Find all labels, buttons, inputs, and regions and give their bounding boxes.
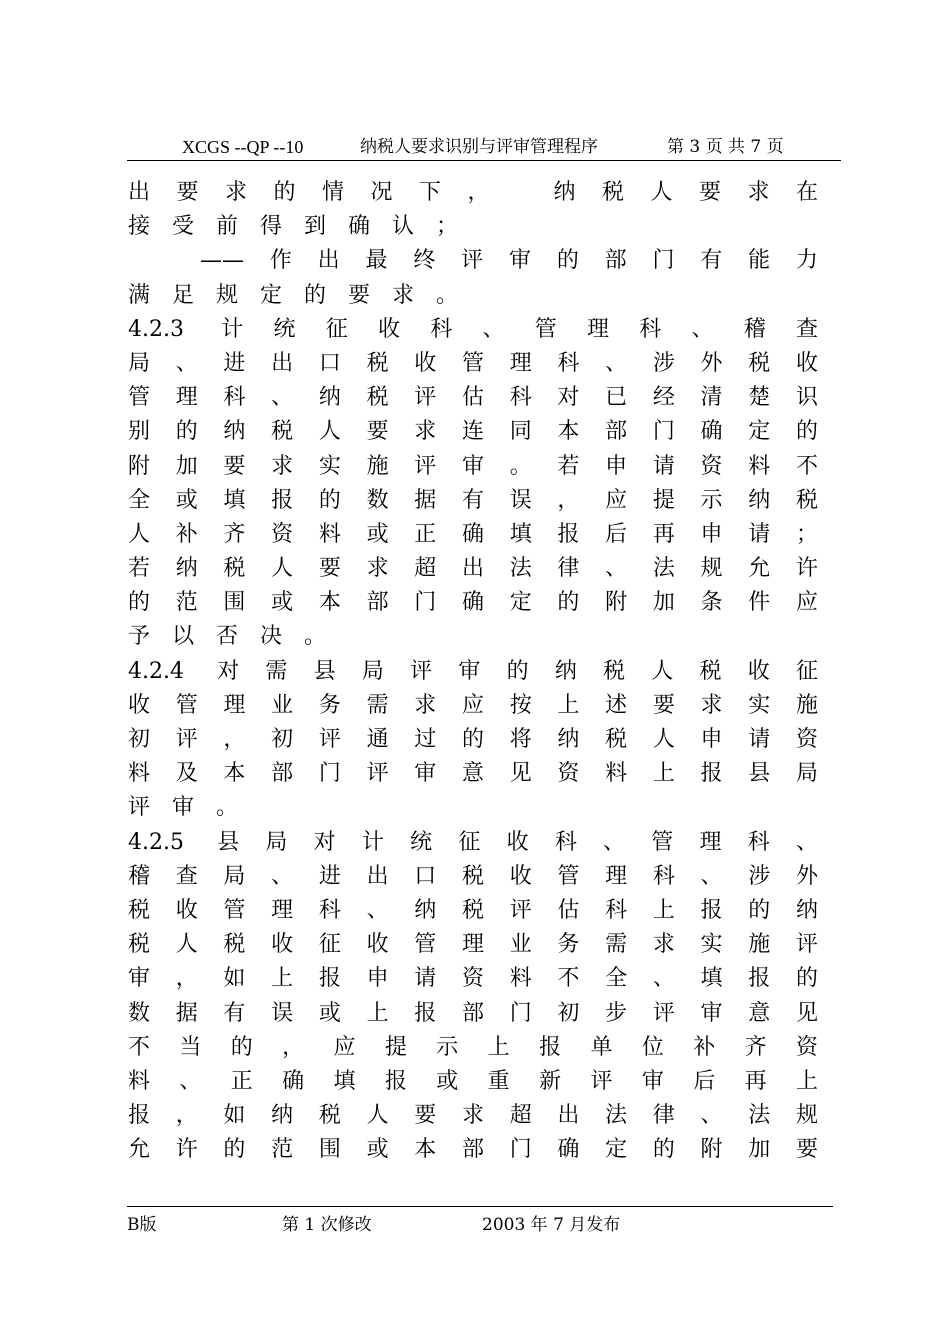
text-line: 税收管理科、纳税评估科上报的纳 [128,897,818,923]
page-footer [127,1210,833,1234]
text-line: 局、进出口税收管理科、涉外税收 [128,350,818,376]
text-line: 出要求的情况下， 纳税人要求在 [128,180,818,205]
version-label: B版 [127,1215,157,1235]
text-line: 管理科、纳税评估科对已经清楚识 [128,385,818,411]
text-line: 报，如纳税人要求超出法律、法规 [128,1103,818,1129]
text-line: 别的纳税人要求连同本部门确定的 [128,419,818,445]
text-line: 不当的，应提示上报单位补齐资 [128,1034,818,1060]
text-line: 料、正确填报或重新评审后再上 [128,1068,818,1094]
text-line: 附加要求实施评审。若申请资料不 [128,453,818,479]
text-line: 4.2.4 对需县局评审的纳税人税收征 [128,658,818,684]
footer-divider [127,1206,833,1207]
text-line: 接受前得到确认； [128,214,481,240]
text-line: 予以否决。 [128,624,349,650]
document-title: 纳税人要求识别与评审管理程序 [360,137,598,157]
body-text [128,176,818,1167]
text-line: 全或填报的数据有误，应提示纳税 [128,487,818,513]
text-line: 收管理业务需求应按上述要求实施 [128,692,818,718]
revision-label: 第 1 次修改 [282,1215,372,1235]
text-line: 若纳税人要求超出法律、法规允许 [128,556,818,582]
release-date: 2003 年 7 月发布 [482,1215,621,1235]
text-line: 数据有误或上报部门初步评审意见 [128,1000,818,1026]
text-line: 满足规定的要求。 [128,282,481,308]
page-header [127,132,841,161]
text-line: 人补齐资料或正确填报后再申请； [128,521,818,547]
text-line: 允许的范围或本部门确定的附加要 [128,1137,818,1163]
text-line: 稽查局、进出口税收管理科、涉外 [128,863,818,889]
text-line: 初评，初评通过的将纳税人申请资 [128,727,818,752]
text-line: 4.2.3 计统征收科、管理科、稽查 [128,316,818,342]
text-line: 的范围或本部门确定的附加条件应 [128,590,818,616]
page-number: 第 3 页 共 7 页 [667,137,784,157]
text-line: 4.2.5 县局对计统征收科、管理科、 [128,829,818,855]
text-line: 审，如上报申请资料不全、填报的 [128,966,818,992]
text-line: 料及本部门评审意见资料上报县局 [128,761,818,787]
text-line: 税人税收征收管理业务需求实施评 [128,932,818,958]
text-line: 评审。 [128,795,261,821]
text-line: ——作出最终评审的部门有能力 [200,248,818,274]
document-code: XCGS --QP --10 [182,137,304,157]
